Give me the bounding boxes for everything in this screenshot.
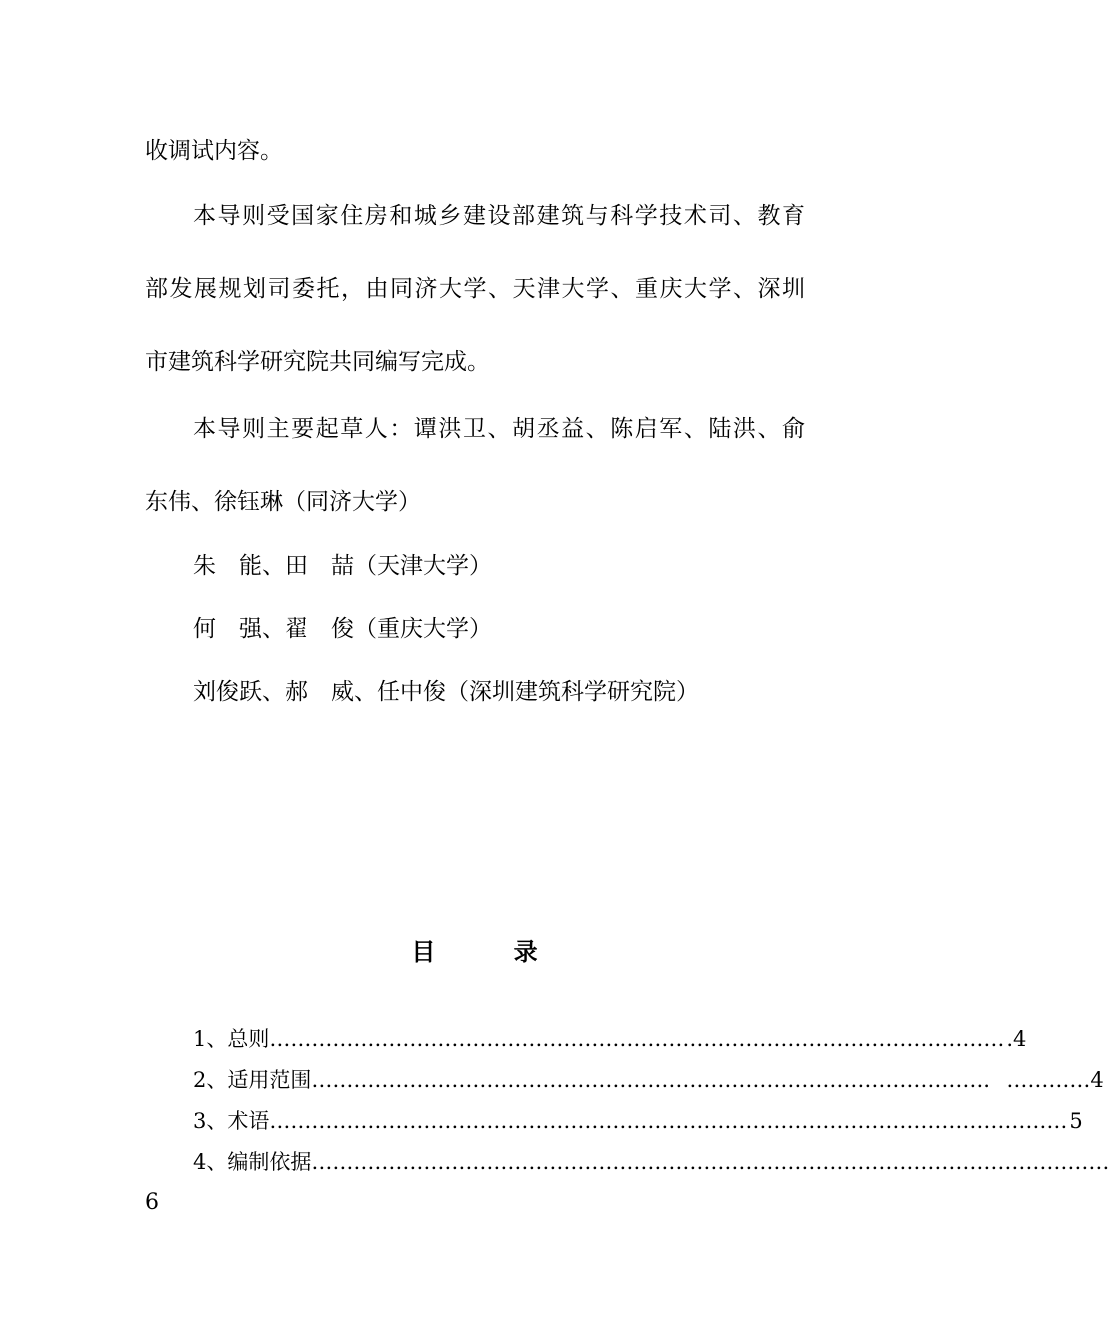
toc-entry-page: .4 xyxy=(1006,1027,1027,1051)
toc-entry-dots: ……………………………………………………………………………………． xyxy=(311,1068,1005,1092)
toc-entry-label: 2、适用范围 xyxy=(193,1068,312,1092)
toc-entry-dots: …………………………………………………………………………………………………… xyxy=(311,1150,1109,1174)
body-line-6: 东伟、徐钰琳（同济大学） xyxy=(145,489,421,515)
author-line-chongqing: 何 强、翟 俊（重庆大学） xyxy=(193,616,492,642)
body-line-3: 部发展规划司委托，由同济大学、天津大学、重庆大学、深圳 xyxy=(145,276,805,302)
toc-entry-dots: …………………………………………………………………………………………… xyxy=(269,1027,1005,1051)
toc-entry-dots: …………………………………………………………………………………………………… xyxy=(269,1109,1068,1133)
body-line-1: 收调试内容。 xyxy=(145,138,283,164)
toc-entry[interactable] xyxy=(193,1108,1083,1134)
toc-title xyxy=(0,932,950,967)
toc-entry[interactable] xyxy=(193,1026,1027,1052)
toc-title-left: 目 xyxy=(411,938,437,966)
toc-entry[interactable] xyxy=(193,1149,1109,1175)
toc-entry-page: …………4 xyxy=(1006,1068,1104,1092)
toc-entry[interactable] xyxy=(193,1067,1104,1093)
body-line-5: 本导则主要起草人：谭洪卫、胡丞益、陈启军、陆洪、俞 xyxy=(193,416,805,442)
body-line-2: 本导则受国家住房和城乡建设部建筑与科学技术司、教育 xyxy=(193,203,805,229)
toc-title-right: 录 xyxy=(513,938,539,966)
toc-entry-label: 1、总则 xyxy=(193,1027,270,1051)
page-number: 6 xyxy=(145,1190,159,1215)
toc-entry-page: 5 xyxy=(1069,1109,1083,1133)
toc-entry-label: 3、术语 xyxy=(193,1109,270,1133)
author-line-tianjin: 朱 能、田 喆（天津大学） xyxy=(193,553,492,579)
body-line-4: 市建筑科学研究院共同编写完成。 xyxy=(145,349,490,375)
author-line-shenzhen: 刘俊跃、郝 威、任中俊（深圳建筑科学研究院） xyxy=(193,679,699,705)
toc-entry-label: 4、编制依据 xyxy=(193,1150,312,1174)
